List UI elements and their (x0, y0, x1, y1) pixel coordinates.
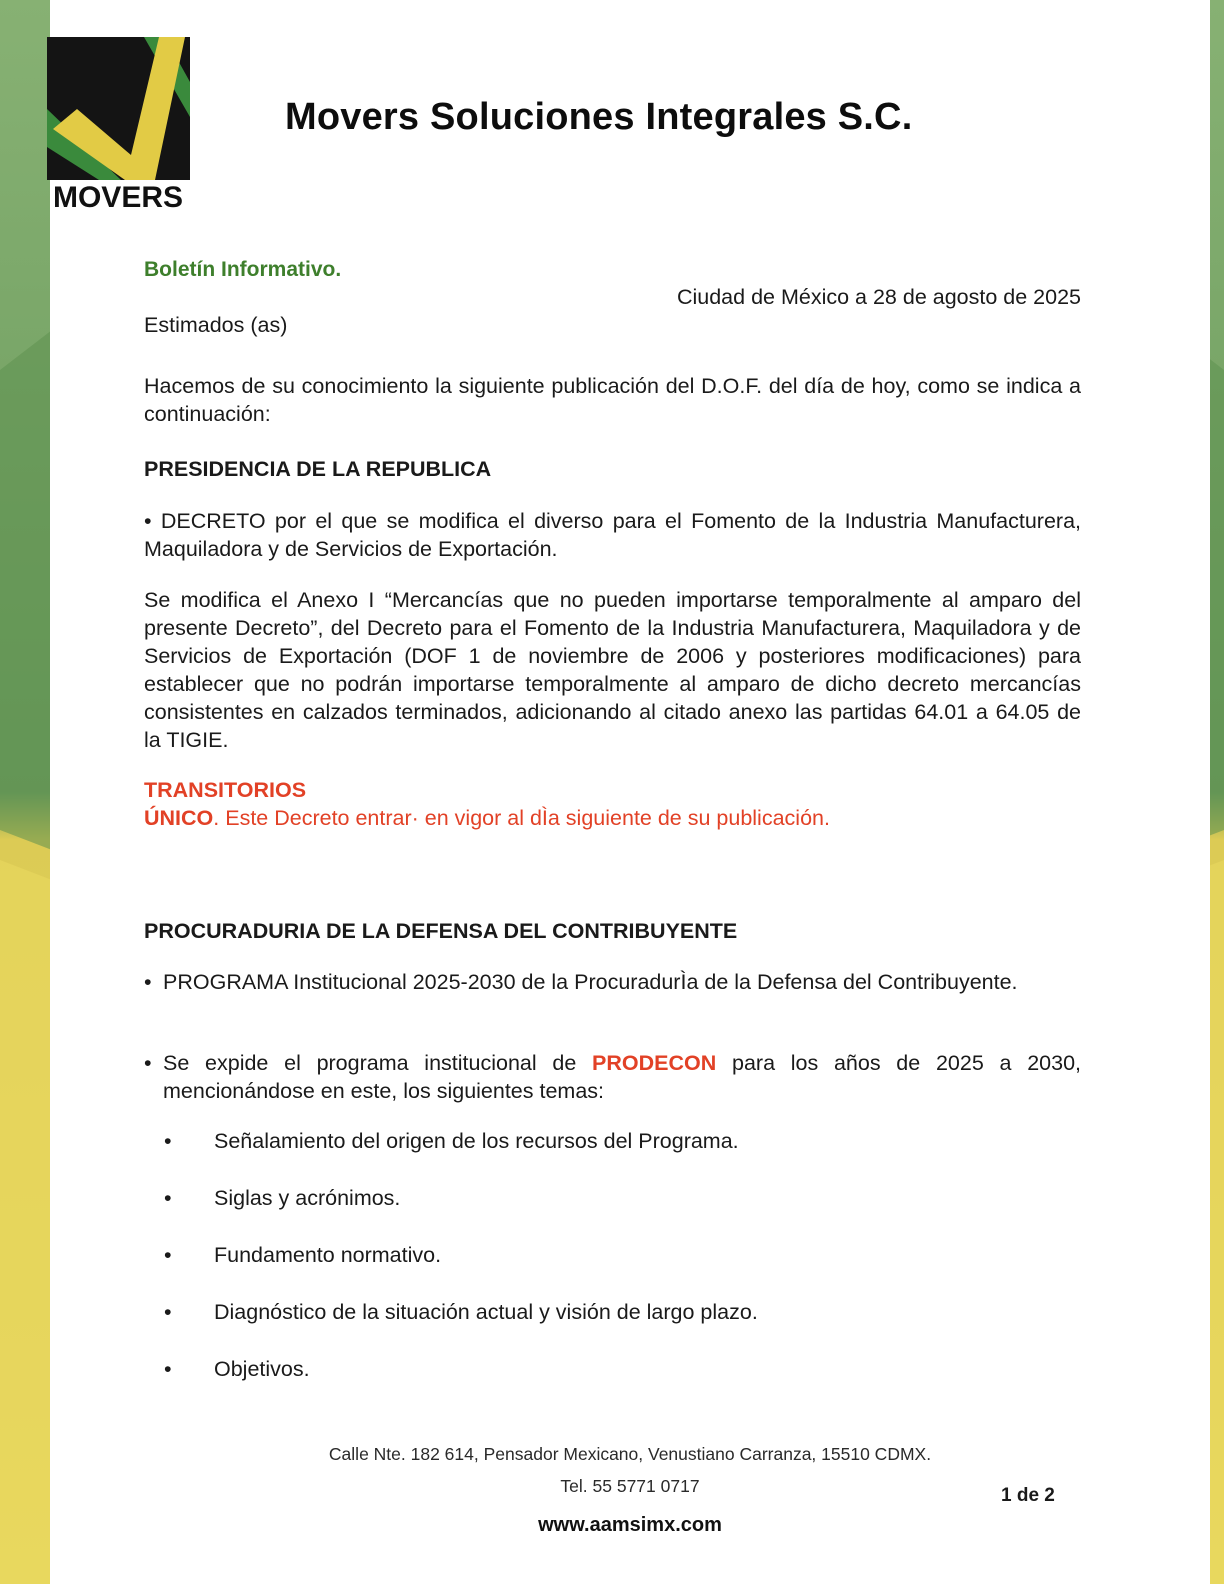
bullet-marker: • (144, 970, 152, 994)
prodecon-text-post: para los años de 2025 a 2030, mencionándose en este, los siguientes temas: (163, 1051, 1081, 1103)
bullet-marker: • (164, 1129, 172, 1153)
section-procuraduria (144, 917, 1081, 945)
bullet-marker: • (164, 1357, 172, 1381)
section-heading: PROCURADURIA DE LA DEFENSA DEL CONTRIBUYENTE (144, 919, 738, 943)
decreto-paragraph (144, 586, 1081, 754)
svg-text:MOVERS: MOVERS (52, 181, 184, 212)
list-item (164, 1129, 739, 1154)
decreto-bullet (144, 507, 1081, 563)
topic-text: Objetivos. (214, 1357, 310, 1381)
topic-text: Señalamiento del origen de los recursos del Programa. (214, 1129, 739, 1153)
section-heading: PRESIDENCIA DE LA REPUBLICA (144, 457, 492, 481)
unico-label: ÚNICO (144, 806, 214, 830)
list-item (164, 1186, 400, 1211)
programa-bullet (144, 968, 1081, 996)
prodecon-text-pre: Se expide el programa institucional de (163, 1051, 593, 1075)
list-item (164, 1357, 310, 1382)
date-line: Ciudad de México a 28 de agosto de 2025 (676, 285, 1081, 309)
movers-logo (47, 37, 190, 212)
bullet-marker: • (164, 1300, 172, 1324)
topic-text: Fundamento normativo. (214, 1243, 442, 1267)
bullet-marker: • (164, 1186, 172, 1210)
company-name: Movers Soluciones Integrales S.C. (285, 96, 913, 138)
intro-text: Hacemos de su conocimiento la siguiente publicación del D.O.F. del día de hoy, como se indica a continuación: (144, 374, 1081, 426)
bullet-marker: • (144, 1051, 152, 1075)
decreto-text: • DECRETO por el que se modifica el diverso para el Fomento de la Industria Manufacturera, Maquiladora y de Servicios de Exportación. (144, 509, 1081, 561)
footer-address: Calle Nte. 182 614, Pensador Mexicano, Venustiano Carranza, 15510 CDMX. (328, 1444, 932, 1464)
left-decorative-band (0, 0, 52, 1584)
website-link[interactable]: www.aamsimx.com (538, 1514, 722, 1536)
transitorios-heading: TRANSITORIOS (144, 778, 307, 802)
section-presidencia (144, 455, 1081, 483)
list-item (164, 1243, 441, 1268)
bullet-marker: • (164, 1243, 172, 1267)
programa-text: PROGRAMA Institucional 2025-2030 de la ProcuradurÌa de la Defensa del Contribuyente. (163, 970, 1018, 994)
list-item (164, 1300, 758, 1325)
page-number: 1 de 2 (1001, 1485, 1055, 1506)
topic-text: Siglas y acrónimos. (214, 1186, 401, 1210)
unico-text: . Este Decreto entrar· en vigor al dÌa siguiente de su publicación. (213, 806, 830, 830)
topic-text: Diagnóstico de la situación actual y visión de largo plazo. (214, 1300, 758, 1324)
bulletin-title: Boletín Informativo. (144, 258, 342, 281)
footer-phone: Tel. 55 5771 0717 (560, 1476, 700, 1496)
greeting: Estimados (as) (144, 313, 288, 337)
prodecon-bullet (144, 1049, 1081, 1105)
intro-paragraph (144, 372, 1081, 428)
transitorios-block (144, 776, 1081, 832)
decreto-description: Se modifica el Anexo I “Mercancías que no pueden importarse temporalmente al amparo del presente Decreto”, del Decreto para el Fomento de la Industria Manufacturera, Maquiladora y de Servicios de Exportación (DOF 1 de noviembre de 2006 y posteriores modificaciones) para establecer que no podrán importarse temporalmente al amparo de dicho decreto mercancías consistentes en calzados terminados, adicionando al citado anexo las partidas 64.01 a 64.05 de la TIGIE. (144, 588, 1081, 752)
prodecon-highlight: PRODECON (592, 1051, 717, 1075)
